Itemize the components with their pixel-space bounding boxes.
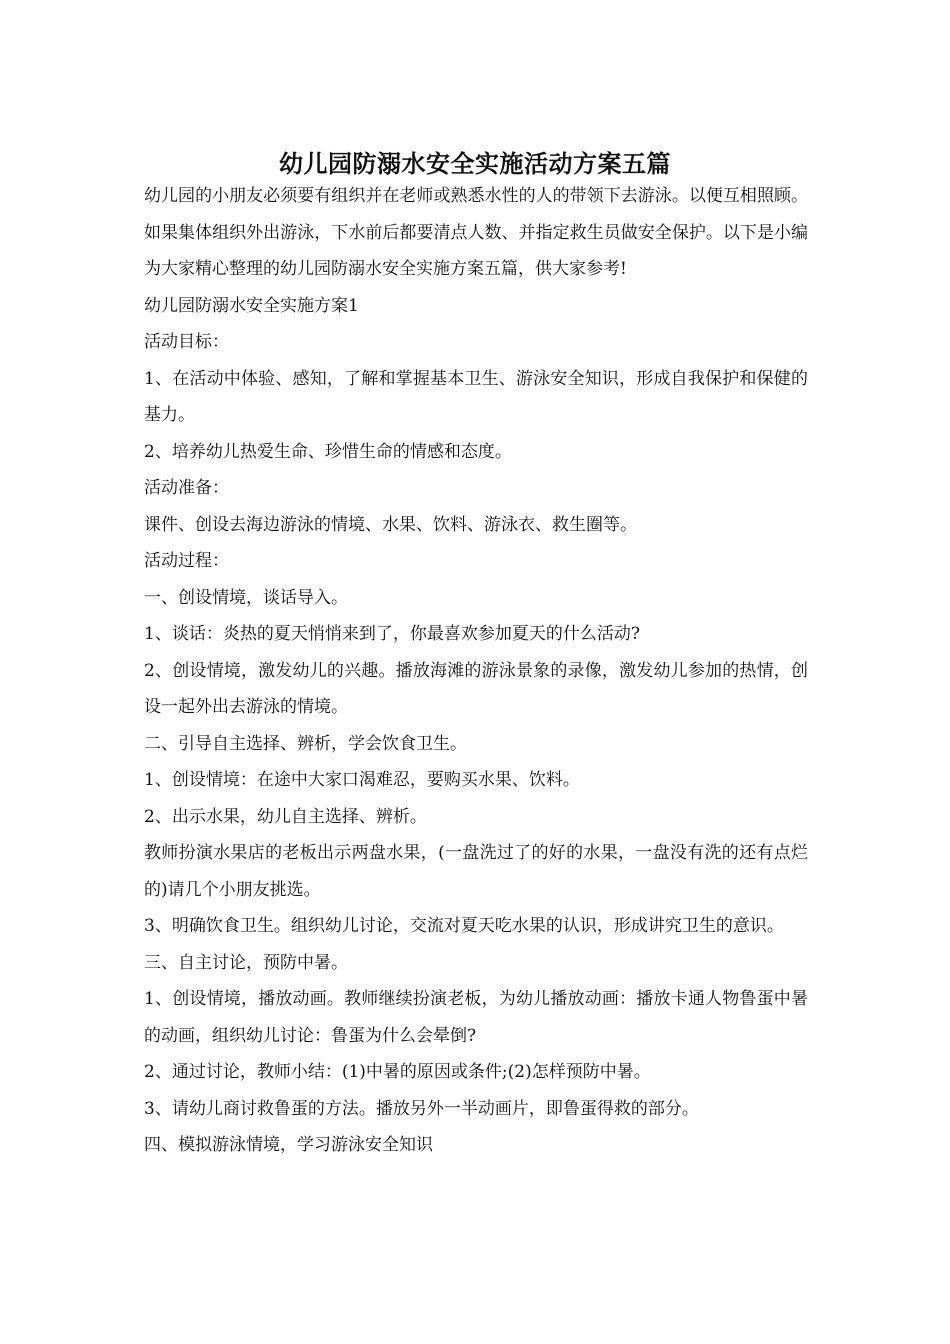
paragraph: 2、出示水果，幼儿自主选择、辨析。 [144, 806, 427, 827]
paragraph: 1、创设情境：在途中大家口渴难忍，要购买水果、饮料。 [144, 770, 580, 790]
paragraph: 1、谈话：炎热的夏天悄悄来到了，你最喜欢参加夏天的什么活动? [144, 624, 640, 644]
document-body [144, 178, 808, 1164]
paragraph: 课件、创设去海边游泳的情境、水果、饮料、游泳衣、救生圈等。 [144, 514, 637, 535]
paragraph: 二、引导自主选择、辨析，学会饮食卫生。 [144, 733, 467, 754]
paragraph: 三、自主讨论，预防中暑。 [144, 952, 348, 973]
section-heading: 幼儿园防溺水安全实施方案1 [144, 295, 359, 316]
paragraph: 一、创设情境，谈话导入。 [144, 587, 348, 608]
paragraph: 1、在活动中体验、感知，了解和掌握基本卫生、游泳安全知识，形成自我保护和保健的基力。 [144, 368, 808, 425]
paragraph: 教师扮演水果店的老板出示两盘水果，(一盘洗过了的好的水果，一盘没有洗的还有点烂的)请几个小朋友挑选。 [144, 843, 808, 900]
paragraph: 2、通过讨论，教师小结：(1)中暑的原因或条件;(2)怎样预防中暑。 [144, 1062, 651, 1082]
paragraph: 活动过程： [144, 551, 229, 571]
document-title: 幼儿园防溺水安全实施活动方案五篇 [279, 149, 671, 179]
intro-paragraph: 幼儿园的小朋友必须要有组织并在老师或熟悉水性的人的带领下去游泳。以便互相照顾。如果集体组织外出游泳，下水前后都要清点人数、并指定救生员做安全保护。以下是小编为大家精心整理的幼儿园防溺水安全实施方案五篇，供大家参考! [144, 186, 808, 279]
paragraph: 四、模拟游泳情境，学习游泳安全知识 [144, 1135, 433, 1155]
paragraph: 3、明确饮食卫生。组织幼儿讨论，交流对夏天吃水果的认识，形成讲究卫生的意识。 [144, 916, 784, 936]
paragraph: 活动准备： [144, 478, 229, 498]
paragraph: 活动目标： [144, 332, 229, 352]
paragraph: 1、创设情境，播放动画。教师继续扮演老板，为幼儿播放动画：播放卡通人物鲁蛋中暑的动画，组织幼儿讨论：鲁蛋为什么会晕倒? [144, 989, 808, 1046]
paragraph: 2、培养幼儿热爱生命、珍惜生命的情感和态度。 [144, 441, 512, 462]
paragraph: 2、创设情境，激发幼儿的兴趣。播放海滩的游泳景象的录像，激发幼儿参加的热情，创设一起外出去游泳的情境。 [144, 660, 808, 717]
paragraph: 3、请幼儿商讨救鲁蛋的方法。播放另外一半动画片，即鲁蛋得救的部分。 [144, 1098, 699, 1119]
